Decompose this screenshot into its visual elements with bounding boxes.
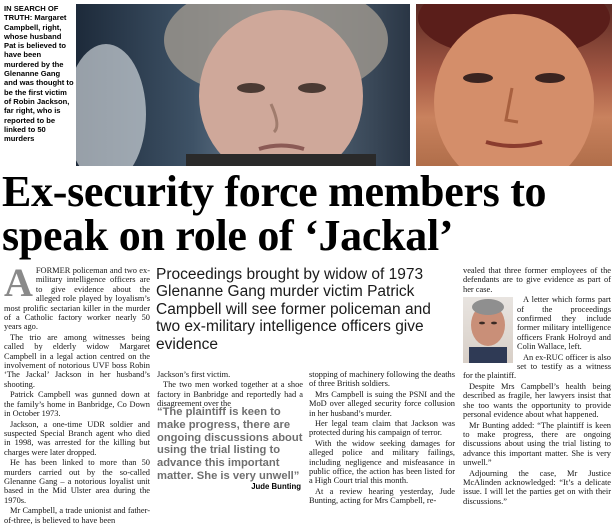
- photo-robin-jackson: [416, 4, 612, 166]
- pull-quote: “The plaintiff is keen to make progress, there are ongoing discussions about using the trial listing to advance this important matter. She is very unwell”: [157, 406, 303, 482]
- paragraph: Mr Campbell, a trade unionist and father-of-three, is believed to have been: [4, 506, 150, 525]
- paragraph: vealed that three former employees of the defendants are to give evidence as part of her case.: [463, 266, 611, 294]
- paragraph: With the widow seeking damages for alleged police and military failings, including negligence and misfeasance in public office, the action has been listed for a High Court trial this month.: [309, 438, 455, 486]
- paragraph: Adjourning the case, Mr Justice McAlinden acknowledged: “It’s a delicate issue. I will let the parties get on with their discussions.”: [463, 468, 611, 506]
- paragraph: The trio are among witnesses being called by elderly widow Margaret Campbell in a legal action centred on the involvement of notorious UVF boss Robin ‘The Jackal’ Jackson in her husband’s shooting.: [4, 332, 150, 389]
- paragraph: A letter which forms part of the proceedings confirmed they include former military intelligence officers Frank Holroyd and Colin Wallace, left.: [517, 295, 611, 352]
- paragraph: Jackson, a one-time UDR soldier and suspected Special Branch agent who died in 1998, was arrested for the killing but charges were later dropped.: [4, 419, 150, 457]
- photo-caption: IN SEARCH OF TRUTH: Margaret Campbell, right, whose husband Pat is believed to have been murdered by the Glenanne Gang and was thought to be the first victim of Robin Jackson, far right, who is reported to be linked to 50 murders: [4, 4, 74, 144]
- headline: Ex-security force members to speak on role of ‘Jackal’: [2, 167, 547, 260]
- paragraph: Despite Mrs Campbell’s health being described as fragile, her lawyers insist that she too wants the opportunity to provide personal evidence about what happened.: [463, 381, 611, 420]
- portrait-illustration: [463, 297, 513, 363]
- portrait-illustration: [76, 4, 410, 166]
- portrait-illustration: [416, 4, 612, 166]
- paragraph: Her legal team claim that Jackson was protected during his campaign of terror.: [309, 419, 455, 438]
- photo-colin-wallace: [463, 297, 513, 363]
- paragraph: Jackson’s first victim.: [157, 370, 231, 379]
- standfirst: Proceedings brought by widow of 1973 Glenanne Gang murder victim Patrick Campbell will see former policeman and two ex-military intelligence officers give evidence: [156, 266, 431, 353]
- paragraph: He has been linked to more than 50 murders carried out by the so-called Glenanne Gang – a notorious loyalist unit based in the Mid Ulster area during the 1970s.: [4, 458, 150, 505]
- paragraph: Mrs Campbell is suing the PSNI and the MoD over alleged security force collusion in her husband’s murder.: [309, 389, 455, 418]
- pull-quote-credit: Jude Bunting: [251, 482, 301, 491]
- drop-cap: A: [4, 260, 33, 305]
- paragraph: At a review hearing yesterday, Jude Bunting, acting for Mrs Campbell, re-: [309, 486, 455, 506]
- body-column-3: [309, 370, 455, 507]
- paragraph: FORMER policeman and two ex-military intelligence officers are to give evidence about the alleged role played by loyalism’s most prolific sectarian killer in the murder of a Catholic factory worker nearly 50 years ago.: [4, 266, 150, 332]
- body-column-1: [4, 260, 150, 526]
- body-column-4: [463, 266, 611, 507]
- photo-margaret-campbell: [76, 4, 410, 166]
- paragraph: An ex-RUC officer is also set to testify as a witness for the plaintiff.: [463, 352, 611, 381]
- paragraph: Mr Bunting added: “The plaintiff is keen to make progress, there are ongoing discussions about using the trial listing to advance this important matter. She is very unwell.”: [463, 420, 611, 468]
- body-column-2: [157, 370, 303, 410]
- paragraph: stopping of machinery following the deaths of three British soldiers.: [309, 370, 455, 389]
- paragraph: Patrick Campbell was gunned down at the family’s home in Banbridge, Co Down in October 1973.: [4, 390, 150, 419]
- paragraph: The two men worked together at a shoe factory in Banbridge and reportedly had a disagreement over the: [157, 380, 303, 409]
